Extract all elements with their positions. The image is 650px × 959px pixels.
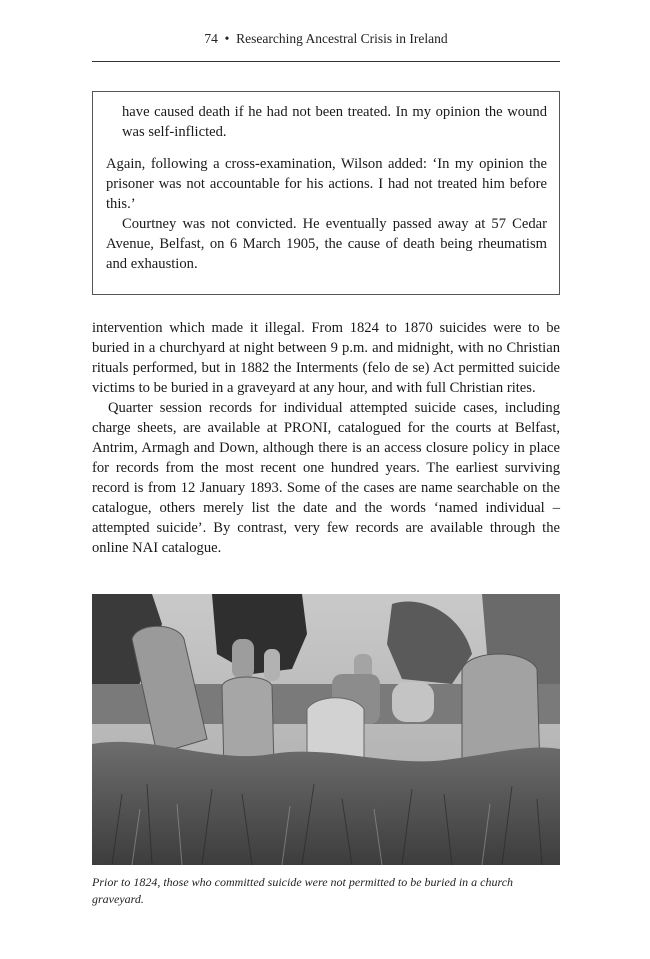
boxed-extract (92, 91, 560, 295)
boxed-paragraph-2: Courtney was not convicted. He eventually passed away at 57 Cedar Avenue, Belfast, on 6 March 1905, the cause of death being rheumatism and exhaustion. (106, 216, 547, 272)
body-paragraph-2: Quarter session records for individual attempted suicide cases, including charge sheets, are available at PRONI, catalogued for the courts at Belfast, Antrim, Armagh and Down, although there is an access closure policy in place for records from the most recent one hundred years. The earliest surviving record is from 12 January 1893. Some of the cases are name searchable on the catalogue, others merely list the date and the words ‘named individual – attempted suicide’. By contrast, very few records are available through the online NAI catalogue. (92, 400, 560, 556)
boxed-paragraph-1: Again, following a cross-examination, Wilson added: ‘In my opinion the prisoner was not accountable for his actions. I had not treated him before this.’ (106, 156, 547, 212)
body-text (92, 318, 560, 558)
graveyard-photo-illustration (92, 594, 560, 865)
figure-caption: Prior to 1824, those who committed suicide were not permitted to be buried in a church graveyard. (92, 875, 514, 906)
body-paragraph-1: intervention which made it illegal. From 1824 to 1870 suicides were to be buried in a churchyard at night between 9 p.m. and midnight, with no Christian rituals performed, but in 1882 the Interments (felo de se) Act permitted suicide victims to be buried in a graveyard at any hour, and with full Christian rites. (92, 320, 560, 396)
header-rule (92, 61, 560, 62)
running-header (92, 30, 560, 48)
quote-continuation: have caused death if he had not been treated. In my opinion the wound was self-inflicted. (122, 104, 547, 140)
running-title: Researching Ancestral Crisis in Ireland (236, 31, 448, 46)
page-number: 74 (204, 31, 218, 46)
graveyard-photo (92, 594, 560, 865)
header-separator: • (224, 31, 230, 46)
